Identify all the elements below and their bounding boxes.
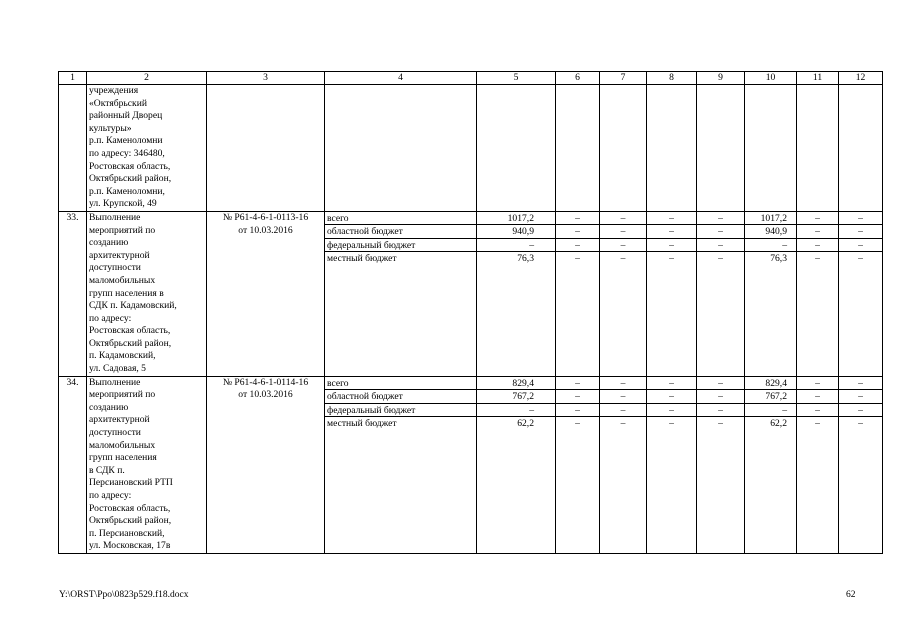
amount-cell: – – – –: [600, 211, 647, 376]
table-row: [59, 211, 883, 376]
file-path: Y:\ORST\Ppo\0823p529.f18.docx: [59, 590, 189, 600]
budget-source-cell: всего областной бюджет федеральный бюджет местный бюджет: [325, 211, 477, 376]
header-cell: 6: [556, 72, 600, 85]
header-cell: 9: [697, 72, 745, 85]
header-cell: 10: [745, 72, 797, 85]
header-cell: 3: [207, 72, 325, 85]
amount-cell: – – – –: [797, 376, 839, 553]
amount-cell: – – – –: [797, 211, 839, 376]
header-cell: 7: [600, 72, 647, 85]
amount-cell: 1017,2 940,9 – 76,3: [745, 211, 797, 376]
description-cell: учреждения «Октябрьский районный Дворец культуры» р.п. Каменоломни по адресу: 346480, Ростовская область, Октябрьский район, р.п. Каменоломни, ул. Крупской, 49: [87, 85, 207, 212]
document-cell: № Р61-4-6-1-0113-16 от 10.03.2016: [207, 211, 325, 376]
budget-table: [58, 71, 883, 554]
table-row: [59, 85, 883, 212]
amount-cell: – – – –: [647, 211, 697, 376]
table-row: [59, 376, 883, 553]
header-row: [59, 72, 883, 85]
description-cell: Выполнение мероприятий по созданию архитектурной доступности маломобильных групп населения в СДК п. Персиановский РТП по адресу: Ростовская область, Октябрьский район, п. Персиановский, ул. Московская, 17в: [87, 376, 207, 553]
header-cell: 2: [87, 72, 207, 85]
total-amount-cell: 1017,2 940,9 – 76,3: [477, 211, 556, 376]
amount-cell: – – – –: [600, 376, 647, 553]
amount-cell: – – – –: [647, 376, 697, 553]
row-number: 33.: [59, 211, 87, 376]
amount-cell: – – – –: [697, 211, 745, 376]
document-cell: № Р61-4-6-1-0114-16 от 10.03.2016: [207, 376, 325, 553]
page-number: 62: [846, 590, 856, 600]
header-cell: 8: [647, 72, 697, 85]
amount-cell: – – – –: [556, 376, 600, 553]
amount-cell: – – – –: [839, 211, 883, 376]
header-cell: 12: [839, 72, 883, 85]
header-cell: 11: [797, 72, 839, 85]
amount-cell: 829,4 767,2 – 62,2: [745, 376, 797, 553]
total-amount-cell: 829,4 767,2 – 62,2: [477, 376, 556, 553]
amount-cell: – – – –: [556, 211, 600, 376]
amount-cell: – – – –: [839, 376, 883, 553]
description-cell: Выполнение мероприятий по созданию архитектурной доступности маломобильных групп населения в СДК п. Кадамовский, по адресу: Ростовская область, Октябрьский район, п. Кадамовский, ул. Садовая, 5: [87, 211, 207, 376]
row-number: 34.: [59, 376, 87, 553]
budget-source-cell: всего областной бюджет федеральный бюджет местный бюджет: [325, 376, 477, 553]
header-cell: 5: [477, 72, 556, 85]
amount-cell: – – – –: [697, 376, 745, 553]
header-cell: 4: [325, 72, 477, 85]
header-cell: 1: [59, 72, 87, 85]
